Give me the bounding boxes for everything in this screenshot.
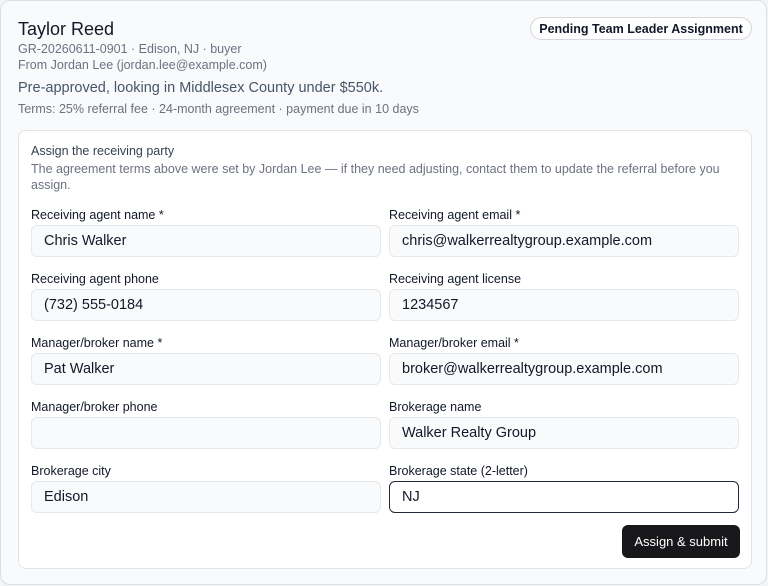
brokerage-name-input[interactable] (389, 417, 739, 449)
referral-meta: GR-20260611-0901 · Edison, NJ · buyer (18, 42, 242, 56)
broker-phone-input[interactable] (31, 417, 381, 449)
broker-name-input[interactable] (31, 353, 381, 385)
assign-panel (18, 130, 752, 569)
brokerage-state-input[interactable] (389, 481, 739, 513)
broker-email-input[interactable] (389, 353, 739, 385)
brokerage-state-label: Brokerage state (2-letter) (389, 464, 528, 478)
assign-submit-button[interactable]: Assign & submit (622, 525, 740, 558)
receiving-agent-phone-input[interactable] (31, 289, 381, 321)
receiving-agent-license-input[interactable] (389, 289, 739, 321)
broker-phone-label: Manager/broker phone (31, 400, 158, 414)
referral-terms: Terms: 25% referral fee · 24-month agreement · payment due in 10 days (18, 102, 419, 116)
brokerage-city-label: Brokerage city (31, 464, 111, 478)
broker-name-label: Manager/broker name * (31, 336, 163, 350)
brokerage-city-input[interactable] (31, 481, 381, 513)
referral-note: Pre-approved, looking in Middlesex County under $550k. (18, 80, 384, 96)
receiving-agent-name-input[interactable] (31, 225, 381, 257)
receiving-agent-email-input[interactable] (389, 225, 739, 257)
status-badge: Pending Team Leader Assignment (530, 17, 752, 40)
client-name: Taylor Reed (18, 19, 115, 39)
receiving-agent-name-label: Receiving agent name * (31, 208, 164, 222)
panel-description: The agreement terms above were set by Jordan Lee — if they need adjusting, contact them to update the referral before you assign. (31, 162, 720, 192)
panel-title: Assign the receiving party (31, 144, 175, 158)
receiving-agent-license-label: Receiving agent license (389, 272, 522, 286)
receiving-agent-phone-label: Receiving agent phone (31, 272, 159, 286)
referral-sender: From Jordan Lee (jordan.lee@example.com) (18, 58, 267, 72)
receiving-agent-email-label: Receiving agent email * (389, 208, 521, 222)
brokerage-name-label: Brokerage name (389, 400, 482, 414)
broker-email-label: Manager/broker email * (389, 336, 519, 350)
